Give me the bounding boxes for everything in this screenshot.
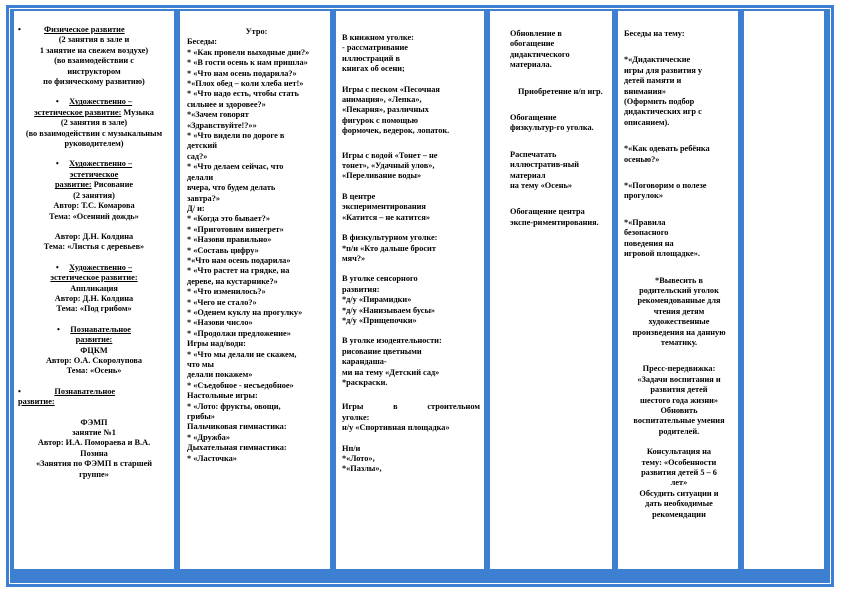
text-line: сильнее и здоровее?» — [187, 99, 266, 109]
text-line: Распечатать — [510, 149, 557, 159]
text-line: *д/у «Нанизываем бусы» — [342, 305, 436, 315]
text-line: В центре — [342, 191, 376, 201]
text-line: * «Ласточка» — [187, 453, 237, 463]
column-educational-areas: • Физическое развитие (2 занятия в зале и 1 занятие на свежем воздухе) (во взаимодействии с инструктором по физическому развитию) • Художественно – эстетическое развитие: Музыка (2 занятия в зале) (во взаимодействии с музыкальным руководителем) • Художественно – эстетическое развитие: Рисование (2 занятия) Автор: Т.С. Комарова Тема: «Осенний дождь» Автор: Д.Н. Колдина Тема: «Листья с деревьев» • Художественно – эстетическое развитие: Аппликация Автор: Д.Н. Колдина Тема: «Под грибом» • Познавательное развитие: ФЦКМ Автор: О.А. Скоролупова Тема: «Осень» • Познавательное развитие: ФЭМП занятие №1 Автор: И.А. Помораева и В.А. Позина «Занятия по ФЭМП в старшей группе» — [14, 11, 174, 569]
text-line: лет» — [670, 478, 688, 488]
text-line: ми на тему «Детский сад» — [342, 367, 440, 377]
text-line: Тема: «Под грибом» — [56, 304, 132, 314]
text-line: Дыхательная гимнастика: — [187, 443, 287, 453]
text-line: рисование цветными — [342, 346, 422, 356]
text-line: * «Оденем куклу на прогулку» — [187, 307, 303, 317]
text-line: Автор: Т.С. Комарова — [53, 201, 135, 211]
section-heading: • Познавательное — [18, 386, 116, 396]
text-line: * «Дружба» — [187, 432, 230, 442]
text-line: * «Что мы делали не скажем, — [187, 349, 297, 359]
text-line: *«Плох обед – коли хлеба нет!» — [187, 79, 304, 89]
text-line: Приобретение н/п игр. — [518, 86, 603, 96]
text-line: Обсудить ситуации и — [639, 488, 719, 498]
text-line: осенью?» — [624, 154, 660, 164]
text-line: воспитательные умения — [633, 416, 725, 426]
text-line: родительский уголок — [639, 285, 719, 295]
text-line: рекомендованные для — [637, 296, 721, 306]
text-line: тематику. — [660, 337, 698, 347]
text-line: анимация», «Лепка», — [342, 95, 422, 105]
text-line: мяч?» — [342, 253, 366, 263]
text-line: «Катится – не катится» — [342, 212, 430, 222]
text-line: * «Что растет на грядке, на — [187, 266, 290, 276]
text-line: Беседы: — [187, 37, 218, 47]
text-line: экспе-риментирования. — [510, 217, 599, 227]
text-line: грибы» — [187, 412, 215, 422]
column-environment-updates — [490, 11, 612, 569]
text-line: развития детей — [650, 385, 708, 395]
text-line: *«Пазлы», — [342, 464, 382, 474]
text-line: вчера, что будем делать — [187, 183, 276, 193]
text-line: обогащение — [510, 39, 555, 49]
text-line: поведения на — [624, 238, 674, 248]
text-line: развития детей 5 – 6 — [641, 468, 717, 477]
text-line: «Здравствуйте!?»» — [187, 120, 257, 130]
column-title: Утро: — [245, 27, 268, 36]
text-line: чтения детям — [653, 306, 705, 316]
construction-games: Игры в строительном — [342, 402, 480, 412]
text-line: инструктором — [67, 66, 121, 76]
text-line: Тема: «Листья с деревьев» — [43, 242, 145, 252]
text-line: Автор: Д.Н. Колдина — [54, 293, 134, 303]
text-line: Д/ и: — [187, 203, 205, 213]
text-line: карандаша- — [342, 357, 387, 367]
text-line: В физкультурном уголке: — [342, 233, 438, 243]
section-heading: • Художественно – — [55, 97, 133, 107]
text-line: Нп/и — [342, 443, 361, 453]
section-heading: • Физическое развитие — [18, 25, 125, 34]
text-line: шестого года жизни» — [639, 395, 719, 405]
text-line: *«Поговорим о полезе — [624, 181, 707, 191]
text-line: детей памяти и — [624, 76, 682, 86]
column-empty — [744, 11, 824, 569]
text-line: *Вывесить в — [655, 275, 703, 285]
text-line: формочек, ведерок, лопаток. — [342, 126, 450, 136]
text-line: занятие №1 — [72, 428, 116, 437]
text-line: * «Продолжи предложение» — [187, 328, 291, 338]
text-line: *раскраски. — [342, 377, 388, 387]
text-line: по физическому развитию) — [43, 77, 145, 87]
text-line: «Пекарня», различных — [342, 105, 429, 115]
text-line: * «Приготовим винегрет» — [187, 224, 284, 234]
text-line: (2 занятия в зале) — [60, 118, 128, 128]
text-line: ФЭМП — [80, 417, 108, 427]
text-line: что мы — [187, 360, 214, 369]
text-line: * «Лото: фрукты, овощи, — [187, 401, 281, 411]
text-line: * «Составь цифру» — [187, 245, 259, 255]
text-line: фигурок с помощью — [342, 115, 419, 125]
text-line: *п/и «Кто дальше бросит — [342, 243, 436, 253]
text-line: *«Дидактические — [624, 55, 691, 65]
text-line: игровой площадке». — [624, 249, 700, 259]
text-line: детский — [187, 141, 218, 151]
text-line: завтра?» — [187, 193, 220, 203]
text-line: Обогащение центра — [510, 207, 585, 217]
text-line: Обновить — [660, 405, 698, 415]
text-line: (во взаимодействии с — [54, 56, 134, 66]
section-heading: • Художественно – — [55, 159, 133, 169]
text-line: прогулок» — [624, 191, 663, 201]
text-line: руководителем) — [64, 139, 124, 149]
text-line: *д/у «Пирамидки» — [342, 295, 412, 305]
text-line: Пресс-передвижка: — [642, 364, 716, 374]
text-line: развития: — [342, 284, 380, 294]
text-line: * «Что видели по дороге в — [187, 131, 285, 141]
text-line: делали покажем» — [187, 370, 253, 380]
text-line: дереве, на кустарнике?» — [187, 276, 278, 286]
text-line: *«Лото», — [342, 454, 375, 463]
column-parent-interaction — [618, 11, 738, 569]
text-line: * «Когда это бывает?» — [187, 214, 270, 224]
text-line: 1 занятие на свежем воздухе) — [39, 45, 149, 55]
text-line: * «Чего не стало?» — [187, 297, 257, 307]
text-line: Пальчиковая гимнастика: — [187, 422, 287, 432]
text-line: Аппликация — [70, 283, 118, 293]
text-line: ФЦКМ — [80, 345, 108, 355]
text-line: * «Назови правильно» — [187, 235, 272, 245]
text-line: * «Что надо есть, чтобы стать — [187, 89, 299, 99]
text-line: группе» — [79, 469, 109, 479]
text-line: * «В гости осень к нам пришла» — [187, 58, 308, 68]
text-line: * «Съедобное - несъедобное» — [187, 380, 294, 390]
text-line: *«Как одевать ребёнка — [624, 144, 710, 154]
text-line: дидактических игр с — [624, 107, 702, 117]
text-line: * «Что делаем сейчас, что — [187, 162, 284, 172]
text-line: Позина — [80, 448, 108, 458]
text-line: (2 занятия) — [73, 190, 115, 200]
text-line: «Переливание воды» — [342, 171, 422, 181]
text-line: внимания» — [624, 86, 666, 96]
text-line: безопасного — [624, 228, 669, 238]
text-line: Автор: Д.Н. Колдина — [54, 231, 134, 241]
text-line: Обогащение — [510, 113, 557, 123]
column-environment: В книжном уголке: - рассматривание иллюстраций в книгах об осени; Игры с песком «Песочная анимация», «Лепка», «Пекарня», различных фигурок с помощью формочек, ведерок, лопаток. Игры с водой «Тонет – не тонет», «Удачный улов», «Переливание воды» В центре экспериментирования «Катится – не катится» В физкультурном уголке: *п/и «Кто дальше бросит мяч?» В уголке сенсорного развития: *д/у «Пирамидки» *д/у «Нанизываем бусы» *д/у «Прищепочки» В уголке изодеятельности: рисование цветными карандаша- ми на тему «Детский сад» *раскраски. Игры в строительном уголке: н/у «Спортивная площадка» Нп/и *«Лото», *«Пазлы», — [336, 11, 484, 569]
text-line: сад?» — [187, 151, 208, 161]
column-morning-activities — [180, 11, 330, 569]
text-line: *«Зачем говорят — [187, 110, 249, 120]
text-line: дидактического материала. — [510, 49, 570, 70]
text-line: иллюстраций в — [342, 53, 400, 63]
text-line: произведения на данную — [632, 327, 726, 337]
text-line: * «Что нам осень подарила?» — [187, 68, 297, 78]
text-line: Автор: И.А. Помораева и В.А. — [37, 438, 151, 448]
text-line: - рассматривание — [342, 43, 408, 53]
text-line: В книжном уголке: — [342, 33, 414, 42]
text-line: «Занятия по ФЭМП в старшей — [35, 459, 153, 469]
text-line: Игры с песком «Песочная — [342, 84, 440, 94]
text-line: рекомендации — [652, 509, 706, 519]
text-line: * «Что изменилось?» — [187, 287, 266, 297]
text-line: В уголке изодеятельности: — [342, 336, 442, 346]
text-line: художественные — [648, 317, 710, 327]
text-line: В уголке сенсорного — [342, 274, 418, 284]
text-line: (2 занятия в зале и — [58, 35, 130, 45]
text-line: Настольные игры: — [187, 391, 258, 401]
text-line: тонет», «Удачный улов», — [342, 161, 435, 171]
text-line: Игры над/водн: — [187, 339, 246, 349]
text-line: физкультур-го уголка. — [510, 123, 594, 133]
text-line: дать необходимые — [645, 499, 713, 509]
text-line: (во взаимодействии с музыкальным — [25, 128, 163, 138]
text-line: *д/у «Прищепочки» — [342, 315, 417, 325]
text-line: иллюстратив-ный материал — [510, 160, 579, 180]
text-line: Тема: «Осень» — [66, 366, 122, 376]
text-line: родителей. — [658, 426, 700, 436]
text-line: делали — [187, 172, 214, 182]
text-line: Обновление в — [510, 29, 562, 38]
text-line: на тему «Осень» — [510, 181, 573, 191]
section-heading: • Познавательное — [57, 324, 131, 334]
section-heading: • Художественно – — [55, 262, 133, 272]
text-line: Тема: «Осенний дождь» — [49, 211, 139, 221]
text-line: * «Назови число» — [187, 318, 253, 328]
text-line: Консультация на — [646, 447, 712, 457]
text-line: книгах об осени; — [342, 64, 405, 74]
text-line: игры для развития у — [624, 65, 703, 75]
text-line: (Оформить подбор — [624, 97, 695, 107]
text-line: тему: «Особенности — [641, 457, 717, 467]
text-line: Автор: О.А. Скоролупова — [45, 355, 143, 365]
text-line: экспериментирования — [342, 202, 426, 212]
text-line: Игры с водой «Тонет – не — [342, 150, 438, 160]
text-line: *«Правила — [624, 217, 666, 227]
text-line: *«Что нам осень подарила» — [187, 255, 291, 265]
text-line: «Задачи воспитания и — [637, 374, 721, 384]
text-line: Беседы на тему: — [624, 29, 685, 38]
text-line: описанием). — [624, 117, 670, 127]
text-line: * «Как провели выходные дни?» — [187, 47, 310, 57]
